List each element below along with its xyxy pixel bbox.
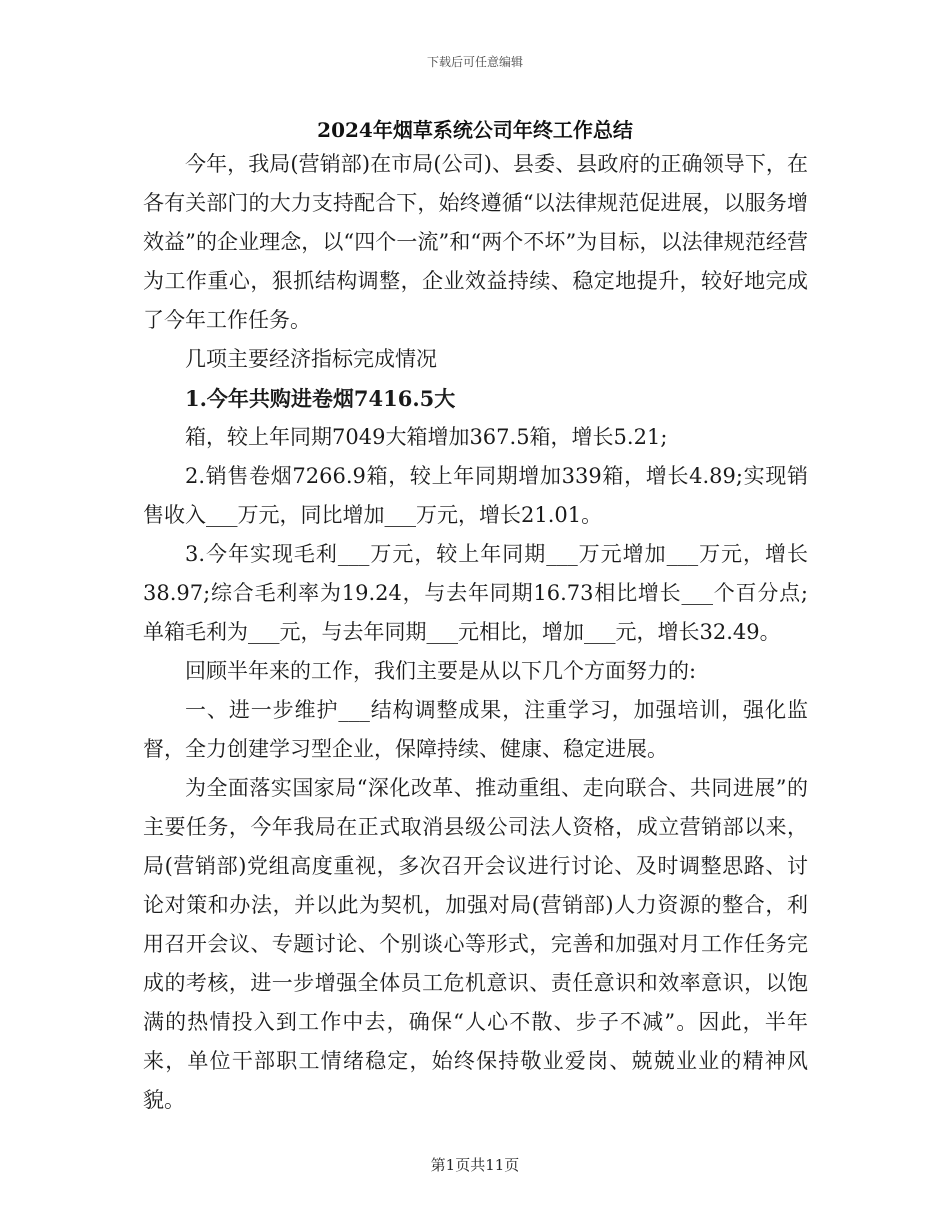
paragraph-review: 回顾半年来的工作，我们主要是从以下几个方面努力的: <box>185 659 697 683</box>
page-footer: 第1页共11页 <box>430 1156 520 1174</box>
paragraph-section-1-detail: 为全面落实国家局“深化改革、推动重组、走向联合、共同进展”的主要任务，今年我局在正式取消县级公司法人资格，成立营销部以来，局(营销部)党组高度重视，多次召开会议进行讨论、及时调整思路、讨论对策和办法，并以此为契机，加强对局(营销部)人力资源的整合，利用召开会议、专题讨论、个别谈心等形式，完善和加强对月工作任务完成的考核，进一步增强全体员工危机意识、责任意识和效率意识，以饱满的热情投入到工作中去，确保“人心不散、步子不减”。因此，半年来，单位干部职工情绪稳定，始终保持敬业爱岗、兢兢业业的精神风貌。 <box>143 776 808 1112</box>
document-title: 2024年烟草系统公司年终工作总结 <box>317 118 633 142</box>
header-note: 下载后可任意编辑 <box>426 55 523 69</box>
paragraph-section-1: 一、进一步维护___结构调整成果，注重学习，加强培训，强化监督，全力创建学习型企业，保障持续、健康、稳定进展。 <box>143 698 808 761</box>
document-body <box>143 145 808 1120</box>
paragraph-item-1-heading: 1.今年共购进卷烟7416.5大 <box>185 386 456 411</box>
paragraph-item-3: 3.今年实现毛利___万元，较上年同期___万元增加___万元，增长38.97;综合毛利率为19.24，与去年同期16.73相比增长___个百分点;单箱毛利为___元，与去年同期___元相比，增加___元，增长32.49。 <box>143 542 808 644</box>
paragraph-indicators-heading: 几项主要经济指标完成情况 <box>185 347 437 371</box>
paragraph-intro: 今年，我局(营销部)在市局(公司)、县委、县政府的正确领导下，在各有关部门的大力支持配合下，始终遵循“以法律规范促进展，以服务增效益”的企业理念，以“四个一流”和“两个不坏”为目标，以法律规范经营为工作重心，狠抓结构调整，企业效益持续、稳定地提升，较好地完成了今年工作任务。 <box>143 152 808 332</box>
paragraph-item-2: 2.销售卷烟7266.9箱，较上年同期增加339箱，增长4.89;实现销售收入___万元，同比增加___万元，增长21.01。 <box>143 464 808 527</box>
paragraph-item-1-detail: 箱，较上年同期7049大箱增加367.5箱，增长5.21; <box>185 425 668 449</box>
